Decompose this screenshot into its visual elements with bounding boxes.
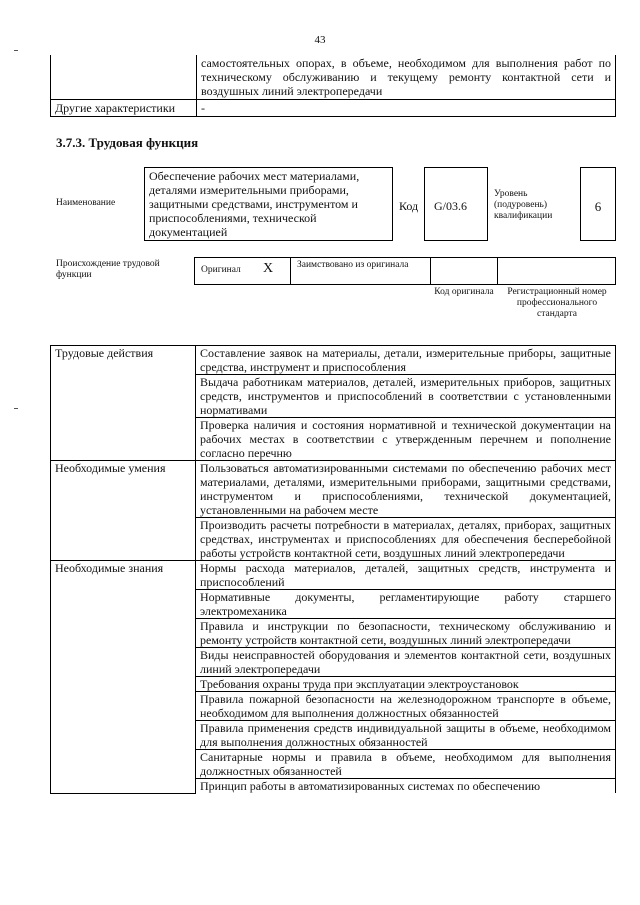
section-title: 3.7.3. Трудовая функция bbox=[56, 135, 199, 150]
table-cell: Правила пожарной безопасности на железнодорожном транспорте в объеме, необходимом для выполнения должностных обязанностей bbox=[196, 692, 616, 721]
origin-label: Происхождение трудовой функции bbox=[56, 259, 160, 280]
margin-mark bbox=[14, 408, 18, 409]
table-cell: Санитарные нормы и правила в объеме, необходимом для выполнения должностных обязанностей bbox=[196, 750, 616, 779]
margin-mark bbox=[14, 50, 18, 51]
table-row bbox=[51, 100, 616, 117]
table-row bbox=[51, 346, 616, 375]
divider bbox=[497, 258, 498, 284]
original-label: Оригинал bbox=[201, 265, 241, 275]
table-cell: Пользоваться автоматизированными системами по обеспечению рабочих мест материалами, деталями, измерительными приборами, защитными средствами, инструментом и приспособлениями, технической документацией, установленными на рабочем месте bbox=[196, 461, 616, 518]
divider bbox=[430, 258, 431, 284]
page-number: 43 bbox=[314, 34, 326, 46]
table-row bbox=[51, 461, 616, 518]
other-characteristics-value: - bbox=[197, 100, 616, 117]
table-cell: Нормы расхода материалов, деталей, защитных средств, инструмента и приспособлений bbox=[196, 561, 616, 590]
original-code-caption: Код оригинала bbox=[434, 287, 494, 297]
row-header-required-knowledge: Необходимые знания bbox=[51, 561, 196, 794]
table-row bbox=[51, 561, 616, 590]
table-cell: Принцип работы в автоматизированных системах по обеспечению bbox=[196, 779, 616, 794]
code-value-box: G/03.6 bbox=[424, 167, 488, 241]
function-details-table bbox=[50, 345, 616, 794]
table-cell: Правила и инструкции по безопасности, техническому обслуживанию и ремонту устройств контактной сети, воздушных линий электропередачи bbox=[196, 619, 616, 648]
borrowed-label: Заимствовано из оригинала bbox=[297, 260, 409, 270]
table-cell-empty bbox=[51, 55, 197, 100]
table-cell: Нормативные документы, регламентирующие работу старшего электромеханика bbox=[196, 590, 616, 619]
continuation-table bbox=[50, 55, 616, 117]
table-cell: Выдача работникам материалов, деталей, измерительных приборов, защитных средств, инструментов и приспособлений в соответствии с установленными нормативами bbox=[196, 375, 616, 418]
registration-number-caption: Регистрационный номер профессионального стандарта bbox=[507, 287, 607, 319]
function-name-box: Обеспечение рабочих мест материалами, деталями измерительными приборами, защитными средствами, инструментом и приспособлениями, технической документацией bbox=[144, 167, 393, 241]
code-label: Код bbox=[399, 199, 419, 213]
origin-table bbox=[194, 257, 616, 285]
other-characteristics-label: Другие характеристики bbox=[51, 100, 197, 117]
table-cell: Производить расчеты потребности в материалах, деталях, приборах, защитных средствах, инструментах и приспособлениях для обеспечения бесперебойной работы устройств контактной сети, воздушных линий электропередачи bbox=[196, 518, 616, 561]
continuation-text: самостоятельных опорах, в объеме, необходимом для выполнения работ по техническому обслуживанию и текущему ремонту контактной сети и воздушных линий электропередачи bbox=[197, 55, 616, 100]
table-cell: Виды неисправностей оборудования и элементов контактной сети, воздушных линий электропередачи bbox=[196, 648, 616, 677]
table-cell: Составление заявок на материалы, детали, измерительные приборы, защитные средства, инструмент и приспособления bbox=[196, 346, 616, 375]
table-cell: Проверка наличия и состояния нормативной и технической документации на рабочих местах в соответствии с утвержденным перечнем и пополнение согласно перечню bbox=[196, 418, 616, 461]
qualification-level-label: Уровень (подуровень) квалификации bbox=[494, 189, 553, 221]
table-cell: Требования охраны труда при эксплуатации электроустановок bbox=[196, 677, 616, 692]
original-check-mark: X bbox=[263, 261, 274, 276]
table-cell: Правила применения средств индивидуальной защиты в объеме, необходимом для выполнения должностных обязанностей bbox=[196, 721, 616, 750]
row-header-labor-actions: Трудовые действия bbox=[51, 346, 196, 461]
name-label: Наименование bbox=[56, 198, 116, 208]
row-header-required-skills: Необходимые умения bbox=[51, 461, 196, 561]
divider bbox=[290, 258, 291, 284]
qualification-level-box: 6 bbox=[580, 167, 616, 241]
table-row bbox=[51, 55, 616, 100]
